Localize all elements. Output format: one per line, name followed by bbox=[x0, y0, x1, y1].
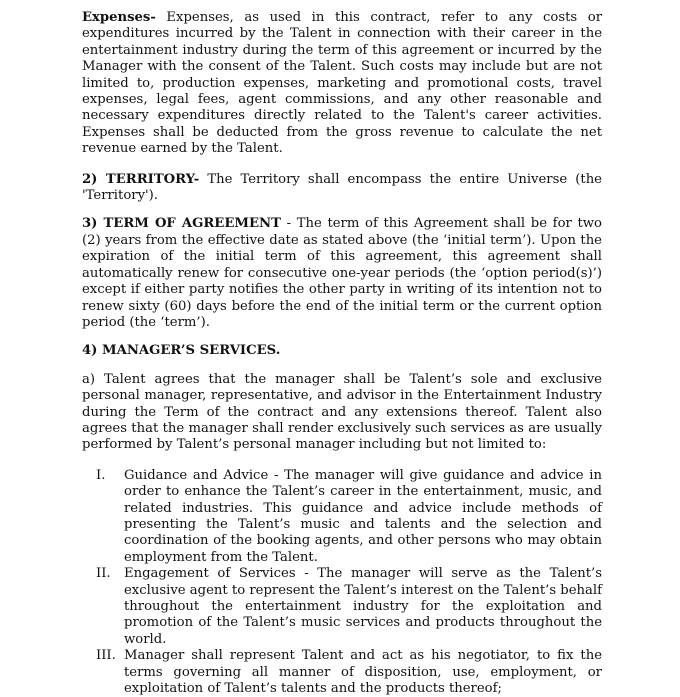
list-item-text: Engagement of Services - The manager will serve as the Talent’s exclusive agent to represent the Talent’s interest on the Talent’s behalf throughout the entertainment industry for the exploitation and promotion of the Talent’s music services and products throughout the world. bbox=[124, 566, 602, 647]
list-item-text: Guidance and Advice - The manager will give guidance and advice in order to enhance the Talent’s career in the entertainment, music, and related industries. This guidance and advice include methods of presenting the Talent’s music and talents and the selection and coordination of the booking agents, and other persons who may obtain employment from the Talent. bbox=[124, 467, 602, 565]
territory-text: The Territory shall encompass the entire Universe (the 'Territory'). bbox=[82, 171, 602, 204]
managers-services-heading: 4) MANAGER’S SERVICES. bbox=[82, 343, 281, 359]
term-of-agreement-term: 3) TERM OF AGREEMENT bbox=[82, 216, 281, 232]
list-numeral: I. bbox=[96, 467, 106, 483]
term-of-agreement-paragraph bbox=[82, 216, 602, 331]
document-page bbox=[82, 10, 602, 697]
expenses-term: Expenses- bbox=[82, 10, 156, 25]
list-item bbox=[82, 566, 602, 648]
services-list bbox=[82, 468, 602, 697]
managers-services-intro: a) Talent agrees that the manager shall be Talent’s sole and exclusive personal manager, representative, and advisor in the Entertainment Industry during the Term of the contract and any extensions thereof. Talent also agrees that the manager shall render exclusively such services as are usually performed by Talent’s personal manager including but not limited to: bbox=[82, 371, 602, 453]
term-of-agreement-text: - The term of this Agreement shall be for two (2) years from the effective date as stated above (the ‘initial term’). Upon the expiration of the initial term of this agreement, this agreement shall automatically renew for consecutive one-year periods (the ‘option period(s)’) except if either party notifies the other party in writing of its intention not to renew sixty (60) days before the end of the initial term or the current option period (the ‘term’). bbox=[82, 216, 602, 330]
list-item-text: Manager shall represent Talent and act as his negotiator, to fix the terms governing all manner of disposition, use, employment, or exploitation of Talent’s talents and the products thereof; bbox=[124, 648, 602, 697]
list-item bbox=[82, 648, 602, 697]
list-numeral: II. bbox=[96, 566, 111, 582]
services-list-wrapper bbox=[82, 468, 602, 697]
expenses-text: Expenses, as used in this contract, refer to any costs or expenditures incurred by the Talent in connection with their career in the entertainment industry during the term of this agreement or incurred by the Manager with the consent of the Talent. Such costs may include but are not limited to, production expenses, marketing and promotional costs, travel expenses, legal fees, agent commissions, and any other reasonable and necessary expenditures directly related to the Talent's career activities. Expenses shall be deducted from the gross revenue to calculate the net revenue earned by the Talent. bbox=[82, 10, 602, 157]
expenses-paragraph bbox=[82, 10, 602, 158]
list-item bbox=[82, 468, 602, 566]
territory-paragraph bbox=[82, 172, 602, 205]
list-numeral: III. bbox=[96, 648, 116, 664]
territory-term: 2) TERRITORY- bbox=[82, 171, 200, 187]
